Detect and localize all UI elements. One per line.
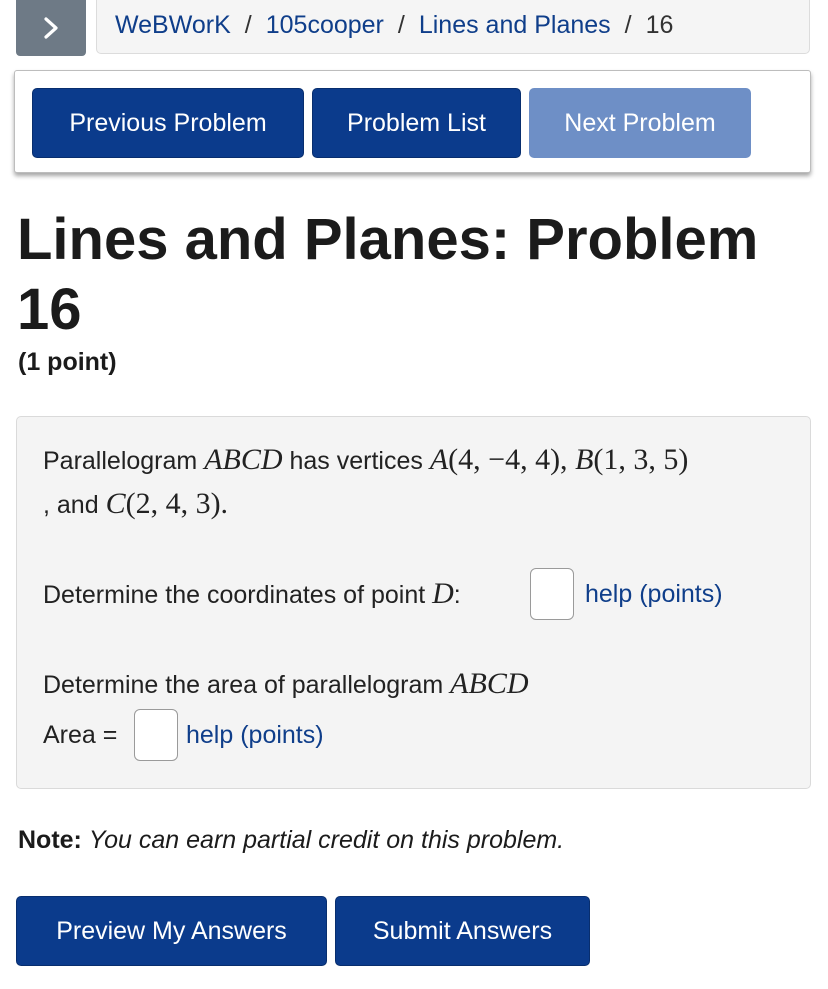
breadcrumb-separator: /: [397, 11, 405, 39]
point-d-help-link[interactable]: help (points): [585, 580, 723, 608]
chevron-right-icon: [40, 16, 62, 40]
breadcrumb-link-set[interactable]: Lines and Planes: [418, 11, 611, 39]
area-label: Area =: [43, 721, 118, 749]
breadcrumb-current: 16: [645, 11, 674, 39]
breadcrumb-link-course[interactable]: 105cooper: [265, 11, 384, 39]
problem-body: [16, 416, 811, 789]
problem-statement-line2: , and C(2, 4, 3).: [43, 487, 229, 520]
problem-nav-bar: [14, 70, 811, 173]
area-help-link[interactable]: help (points): [186, 721, 324, 749]
problem-statement-line1: Parallelogram ABCD has vertices A(4, −4, 4), B(1, 3, 5): [43, 443, 689, 476]
breadcrumb: [96, 0, 810, 54]
point-d-answer-input[interactable]: [530, 568, 574, 620]
partial-credit-note: Note: You can earn partial credit on this problem.: [18, 826, 565, 854]
area-answer-input[interactable]: [134, 709, 178, 761]
next-problem-button[interactable]: Next Problem: [529, 88, 751, 158]
problem-list-button[interactable]: Problem List: [312, 88, 521, 158]
breadcrumb-link-webwork[interactable]: WeBWorK: [115, 11, 231, 39]
previous-problem-button[interactable]: Previous Problem: [32, 88, 304, 158]
breadcrumb-separator: /: [244, 11, 252, 39]
points-label: (1 point): [18, 348, 117, 376]
breadcrumb-separator: /: [624, 11, 632, 39]
question-area: Determine the area of parallelogram ABCD: [43, 667, 529, 700]
page-title: [17, 205, 807, 345]
page-title-line2: 16: [17, 277, 82, 342]
question-point-d: Determine the coordinates of point D:: [43, 577, 461, 610]
submit-answers-button[interactable]: Submit Answers: [335, 896, 590, 966]
preview-answers-button[interactable]: Preview My Answers: [16, 896, 327, 966]
page-title-line1: Lines and Planes: Problem: [17, 207, 759, 272]
sidebar-toggle-button[interactable]: [16, 0, 86, 56]
